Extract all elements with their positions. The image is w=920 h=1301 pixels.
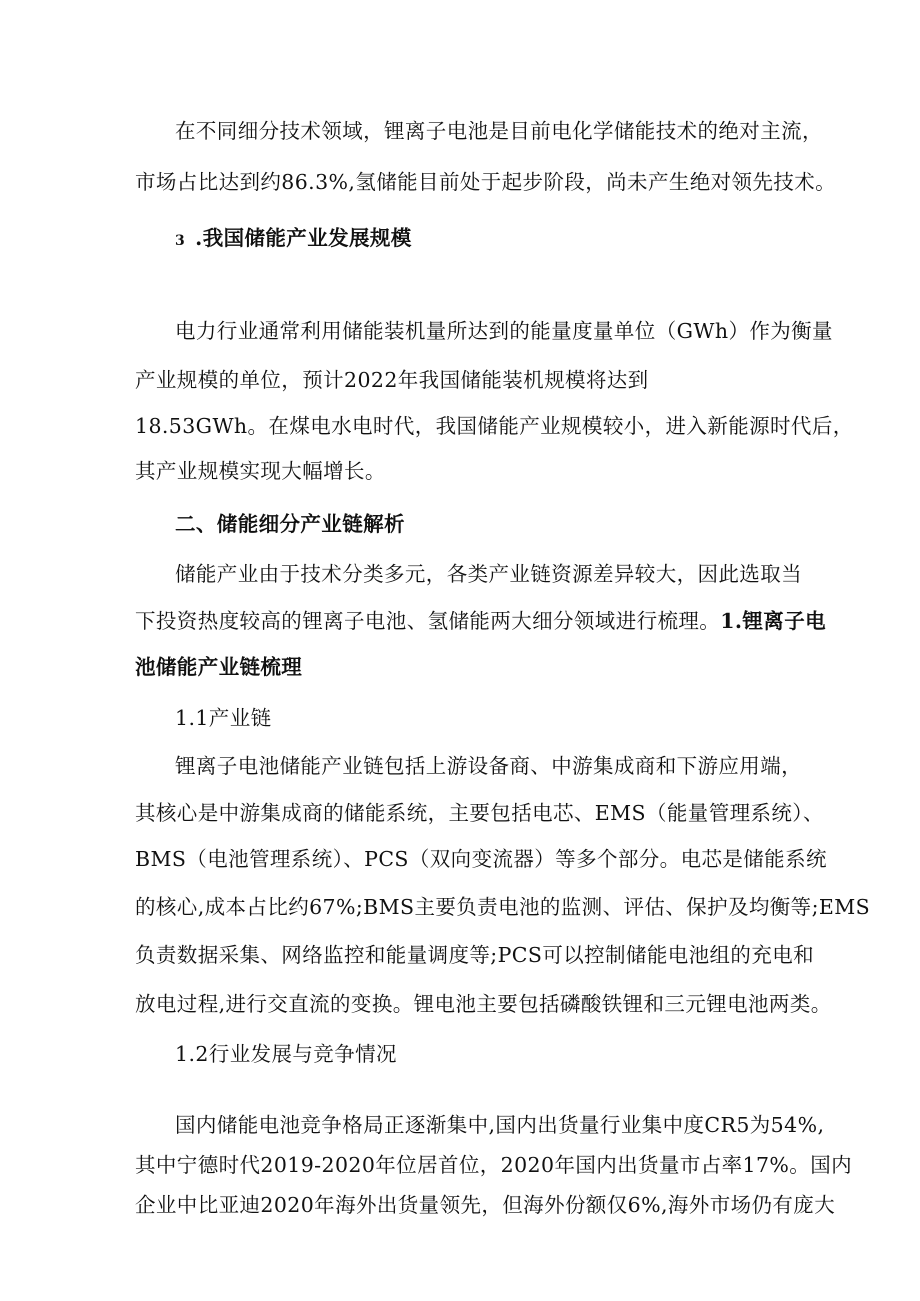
- paragraph-3-line-1: 储能产业由于技术分类多元，各类产业链资源差异较大，因此选取当: [175, 562, 802, 586]
- subsection-heading-1-2: 1.2行业发展与竞争情况: [175, 1042, 397, 1066]
- paragraph-2-line-4: 其产业规模实现大幅增长。: [135, 459, 386, 483]
- subsection-heading-inline: 1.锂离子电: [720, 609, 827, 633]
- paragraph-4-line-4: 的核心,成本占比约67%;BMS主要负责电池的监测、评估、保护及均衡等;EMS: [135, 895, 871, 919]
- paragraph-4-line-6: 放电过程,进行交直流的变换。锂电池主要包括磷酸铁锂和三元锂电池两类。: [135, 992, 832, 1016]
- paragraph-3-line-2: [135, 607, 826, 635]
- paragraph-4-line-1: 锂离子电池储能产业链包括上游设备商、中游集成商和下游应用端，: [175, 754, 802, 778]
- subsection-heading-1-1: 1.1产业链: [175, 706, 272, 730]
- paragraph-1-line-1: 在不同细分技术领域，锂离子电池是目前电化学储能技术的绝对主流，: [175, 119, 823, 143]
- paragraph-1-line-2: 市场占比达到约86.3%,氢储能目前处于起步阶段，尚未产生绝对领先技术。: [135, 170, 837, 194]
- paragraph-5-line-2: 其中宁德时代2019-2020年位居首位，2020年国内出货量市占率17%。国内: [135, 1153, 853, 1177]
- paragraph-2-line-3: 18.53GWh。在煤电水电时代，我国储能产业规模较小，进入新能源时代后，: [135, 414, 854, 438]
- paragraph-4-line-3: BMS（电池管理系统）、PCS（双向变流器）等多个部分。电芯是储能系统: [135, 847, 827, 871]
- paragraph-5-line-3: 企业中比亚迪2020年海外出货量领先，但海外份额仅6%,海外市场仍有庞大: [135, 1193, 836, 1217]
- paragraph-2-line-1: 电力行业通常利用储能装机量所达到的能量度量单位（GWh）作为衡量: [175, 319, 833, 343]
- chapter-heading: 二、储能细分产业链解析: [175, 512, 405, 536]
- section-heading-title: .我国储能产业发展规模: [195, 226, 412, 250]
- paragraph-4-line-5: 负责数据采集、网络监控和能量调度等;PCS可以控制储能电池组的充电和: [135, 943, 815, 967]
- subsection-heading-continued: 池储能产业链梳理: [135, 655, 303, 679]
- paragraph-2-line-2: 产业规模的单位，预计2022年我国储能装机规模将达到: [135, 368, 649, 392]
- section-heading-3: [175, 224, 412, 255]
- paragraph-4-line-2: 其核心是中游集成商的储能系统，主要包括电芯、EMS（能量管理系统）、: [135, 801, 824, 825]
- section-heading-number: 3: [175, 233, 186, 249]
- paragraph-3-text: 下投资热度较高的锂离子电池、氢储能两大细分领域进行梳理。: [135, 609, 721, 633]
- paragraph-5-line-1: 国内储能电池竞争格局正逐渐集中,国内出货量行业集中度CR5为54%,: [175, 1113, 825, 1137]
